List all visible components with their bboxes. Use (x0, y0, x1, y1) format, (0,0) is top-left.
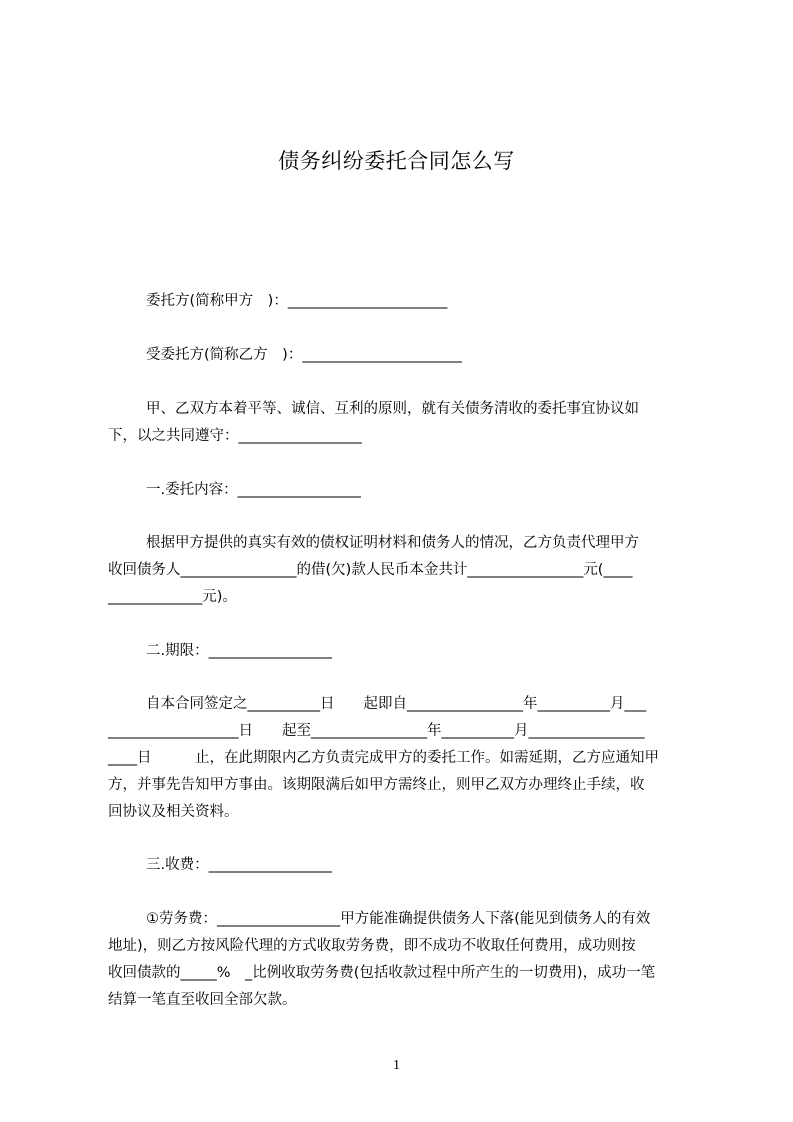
section-1-line-1: 根据甲方提供的真实有效的债权证明材料和债务人的情况，乙方负责代理甲方 (146, 535, 639, 551)
line-preamble-1: 甲、乙双方本着平等、诚信、互利的原则，就有关债务清收的委托事宜协议如 (146, 401, 639, 417)
line-agent: 受委托方(简称乙方 )：______________________ (146, 347, 462, 363)
document-title: 债务纠纷委托合同怎么写 (278, 149, 515, 173)
page-number: 1 (393, 1058, 400, 1073)
section-2-line-4: 方，并事先告知甲方事由。该期限满后如甲方需终止，则甲乙双方办理终止手续，收 (108, 777, 645, 793)
section-2-line-1: 自本合同签定之__________日 起即自________________年__________月___ (146, 696, 647, 712)
section-1-line-3: _____________元)。 (108, 589, 237, 605)
section-1-heading: 一.委托内容：_________________ (146, 482, 361, 498)
section-2-line-2: __________________日 起至________________年__________月________________ (108, 723, 645, 739)
section-3-heading: 三.收费：_________________ (146, 857, 332, 873)
section-2-line-5: 回协议及相关资料。 (108, 804, 239, 820)
section-2-heading: 二.期限：_________________ (146, 643, 332, 659)
section-3-line-3: 收回债款的_____% _比例收取劳务费(包括收款过程中所产生的一切费用)，成功一笔 (108, 965, 656, 981)
section-1-line-2: 收回债务人________________的借(欠)款人民币本金共计________________元(____ (108, 562, 633, 578)
section-2-line-3: ____日 止，在此期限内乙方负责完成甲方的委托工作。如需延期，乙方应通知甲 (108, 750, 659, 766)
line-preamble-2: 下，以之共同遵守：_________________ (108, 428, 362, 444)
section-3-line-2: 地址)，则乙方按风险代理的方式收取劳务费，即不成功不收取任何费用，成功则按 (108, 938, 636, 954)
section-3-line-1: ①劳务费：_________________甲方能准确提供债务人下落(能见到债务人的有效 (146, 911, 651, 927)
section-3-line-4: 结算一笔直至收回全部欠款。 (108, 992, 297, 1008)
line-principal: 委托方(简称甲方 )：______________________ (146, 293, 448, 309)
